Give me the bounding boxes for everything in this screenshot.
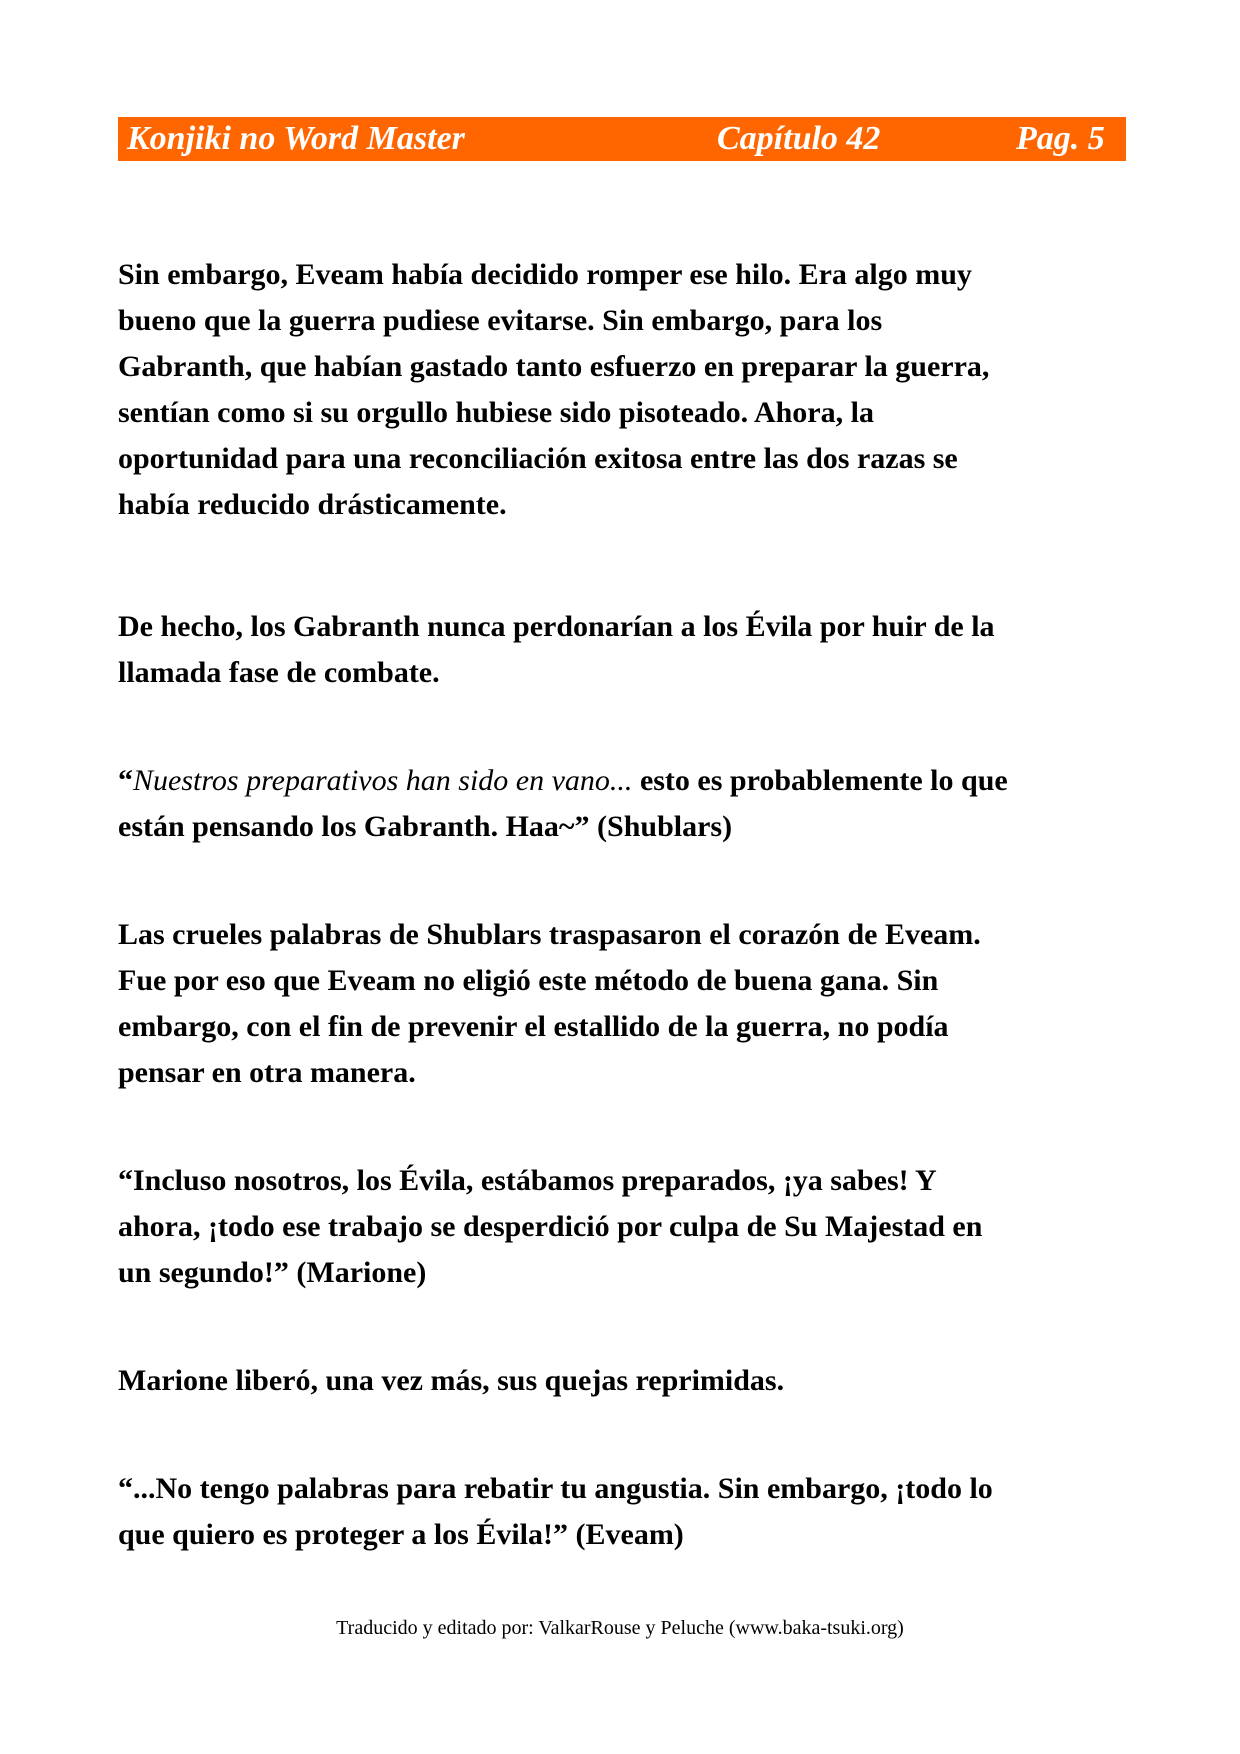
text-line: Sin embargo, Eveam había decidido romper ese hilo. Era algo muy xyxy=(118,258,972,291)
text-line: Marione liberó, una vez más, sus quejas reprimidas. xyxy=(118,1364,785,1397)
paragraph-7 xyxy=(118,1466,1133,1558)
translation-credit: Traducido y editado por: ValkarRouse y Peluche (www.baka-tsuki.org) xyxy=(336,1617,904,1639)
body-text xyxy=(118,252,1133,1558)
text-line: un segundo!” (Marione) xyxy=(118,1256,427,1289)
text-line: pensar en otra manera. xyxy=(118,1056,416,1089)
text-line: De hecho, los Gabranth nunca perdonarían a los Évila por huir de la xyxy=(118,610,995,643)
text-line: están pensando los Gabranth. Haa~” (Shublars) xyxy=(118,810,733,843)
text-line xyxy=(118,758,1133,804)
text-line: Fue por eso que Eveam no eligió este método de buena gana. Sin xyxy=(118,964,939,997)
paragraph-3 xyxy=(118,758,1133,850)
text-line: sentían como si su orgullo hubiese sido pisoteado. Ahora, la xyxy=(118,396,874,429)
italic-thought: Nuestros preparativos han sido en vano... xyxy=(133,764,633,797)
text-line: bueno que la guerra pudiese evitarse. Sin embargo, para los xyxy=(118,304,883,337)
paragraph-6 xyxy=(118,1358,1133,1404)
text-line: ahora, ¡todo ese trabajo se desperdició por culpa de Su Majestad en xyxy=(118,1210,983,1243)
book-title: Konjiki no Word Master xyxy=(127,120,465,157)
page-number: Pag. 5 xyxy=(1016,120,1105,157)
line-rest: esto es probablemente lo que xyxy=(632,764,1008,797)
paragraph-4 xyxy=(118,912,1133,1096)
chapter-label: Capítulo 42 xyxy=(717,120,881,157)
paragraph-2 xyxy=(118,604,1133,696)
text-line: que quiero es proteger a los Évila!” (Eveam) xyxy=(118,1518,684,1551)
text-line: Gabranth, que habían gastado tanto esfuerzo en preparar la guerra, xyxy=(118,350,990,383)
text-line: embargo, con el fin de prevenir el estallido de la guerra, no podía xyxy=(118,1010,949,1043)
page-header-bar xyxy=(118,117,1126,161)
open-quote: “ xyxy=(118,764,133,797)
paragraph-1 xyxy=(118,252,1133,528)
text-line: “...No tengo palabras para rebatir tu angustia. Sin embargo, ¡todo lo xyxy=(118,1472,993,1505)
paragraph-5 xyxy=(118,1158,1133,1296)
text-line: oportunidad para una reconciliación exitosa entre las dos razas se xyxy=(118,442,958,475)
text-line: “Incluso nosotros, los Évila, estábamos preparados, ¡ya sabes! Y xyxy=(118,1164,937,1197)
text-line: había reducido drásticamente. xyxy=(118,488,507,521)
text-line: llamada fase de combate. xyxy=(118,656,440,689)
text-line: Las crueles palabras de Shublars traspasaron el corazón de Eveam. xyxy=(118,918,981,951)
